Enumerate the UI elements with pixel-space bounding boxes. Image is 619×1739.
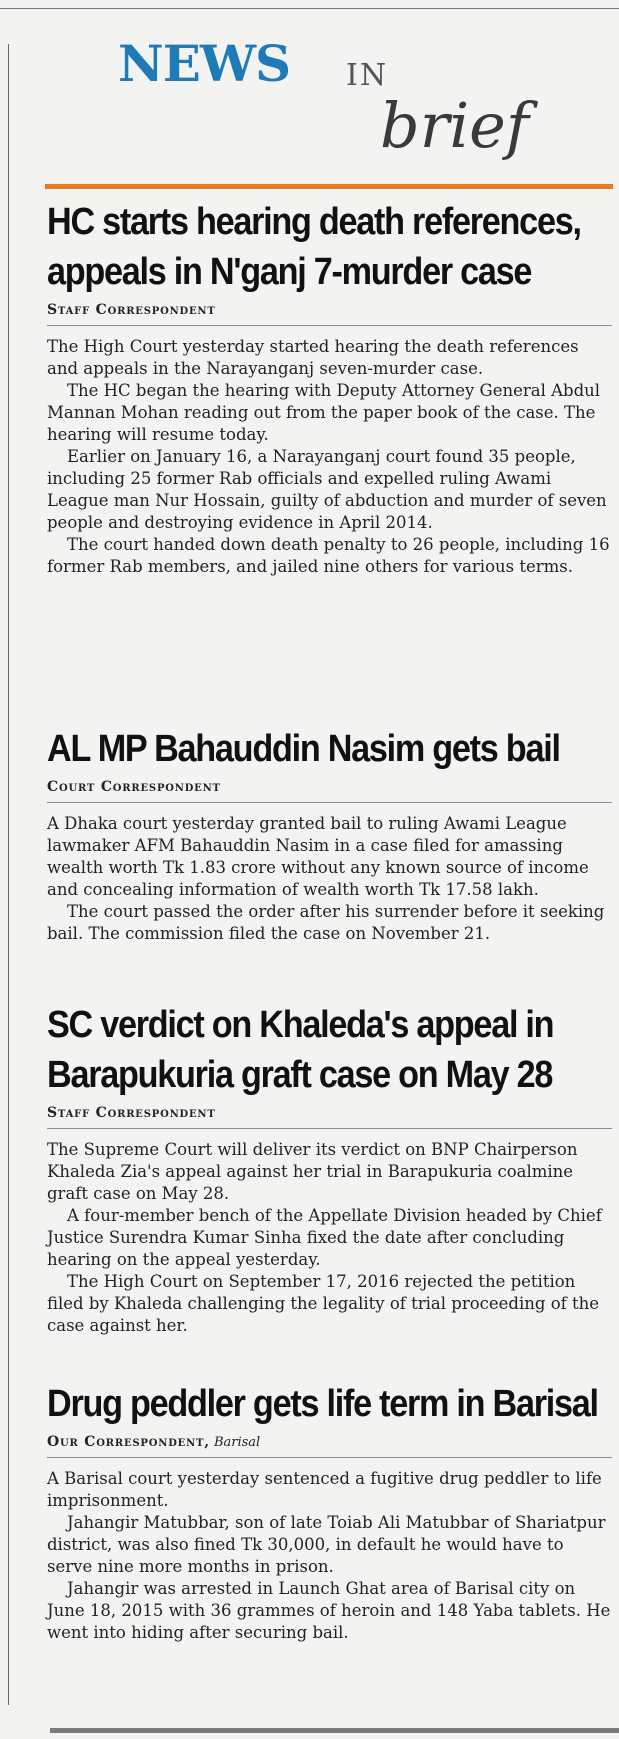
headline-line: HC starts hearing death references, [47,201,581,243]
paragraph: The court passed the order after his surrender before it seeking bail. The commission filed the case on November 21. [47,902,605,943]
story-byline: Staff Correspondent [47,302,216,318]
paragraph: The High Court yesterday started hearing the death references and appeals in the Narayanganj seven-murder case. [47,337,579,378]
left-column-rule [8,44,9,1705]
byline-rule [47,802,612,803]
headline-line: Barapukuria graft case on May 28 [47,1054,553,1096]
story-byline [47,1431,612,1453]
bottom-rule [50,1728,619,1733]
story-bahauddin-bail [47,724,612,945]
paragraph: A four-member bench of the Appellate Division headed by Chief Justice Surendra Kumar Sinha fixed the date after concluding hearing on the appeal yesterday. [47,1206,602,1269]
top-rule [0,8,619,9]
story-khaleda-verdict [47,1000,612,1337]
masthead [118,34,558,174]
story-headline [47,724,605,774]
story-body [47,1468,612,1644]
paragraph: The Supreme Court will deliver its verdict on BNP Chairperson Khaleda Zia's appeal against her trial in Barapukuria coalmine graft case on May 28. [47,1140,578,1203]
paragraph: The HC began the hearing with Deputy Attorney General Abdul Mannan Mohan reading out from the paper book of the case. The hearing will resume today. [47,381,601,444]
story-headline [47,1379,605,1429]
paragraph: A Dhaka court yesterday granted bail to ruling Awami League lawmaker AFM Bahauddin Nasim in a case filed for amassing wealth worth Tk 1.83 crore without any known source of income and concealing information of wealth worth Tk 17.58 lakh. [47,814,589,899]
paragraph: A Barisal court yesterday sentenced a fugitive drug peddler to life imprisonment. [47,1469,602,1510]
paragraph: The High Court on September 17, 2016 rejected the petition filed by Khaleda challenging the legality of trial proceeding of the case against her. [47,1272,600,1335]
story-byline: Staff Correspondent [47,1105,216,1121]
masthead-news: NEWS [118,34,291,93]
story-body [47,1139,612,1337]
story-headline [47,197,605,297]
headline-line: appeals in N'ganj 7-murder case [47,251,532,293]
byline-rule [47,325,612,326]
paragraph: The court handed down death penalty to 26 people, including 16 former Rab members, and jailed nine others for various terms. [47,535,610,576]
story-headline [47,1000,605,1100]
story-byline: Court Correspondent [47,779,221,795]
byline-place: Barisal [213,1435,261,1450]
masthead-brief: brief [380,89,529,162]
headline-line: Drug peddler gets life term in Barisal [47,1383,598,1425]
headline-line: SC verdict on Khaleda's appeal in [47,1004,554,1046]
story-body [47,813,612,945]
paragraph: Earlier on January 16, a Narayanganj court found 35 people, including 25 former Rab officials and expelled ruling Awami League man Nur Hossain, guilty of abduction and murder of seven people and destroying evidence in April 2014. [47,447,607,532]
masthead-in: IN [346,58,389,93]
byline-author: Our Correspondent, [47,1434,210,1450]
byline-rule [47,1457,612,1458]
byline-rule [47,1128,612,1129]
story-body [47,336,612,578]
headline-line: AL MP Bahauddin Nasim gets bail [47,728,560,770]
paragraph: Jahangir was arrested in Launch Ghat area of Barisal city on June 18, 2015 with 36 grammes of heroin and 148 Yaba tablets. He went into hiding after securing bail. [47,1579,611,1642]
masthead-underline [45,184,613,189]
story-barisal-drug-peddler [47,1379,612,1644]
paragraph: Jahangir Matubbar, son of late Toiab Ali Matubbar of Shariatpur district, was also fined Tk 30,000, in default he would have to serve nine more months in prison. [47,1513,606,1576]
story-hc-seven-murder [47,197,612,578]
